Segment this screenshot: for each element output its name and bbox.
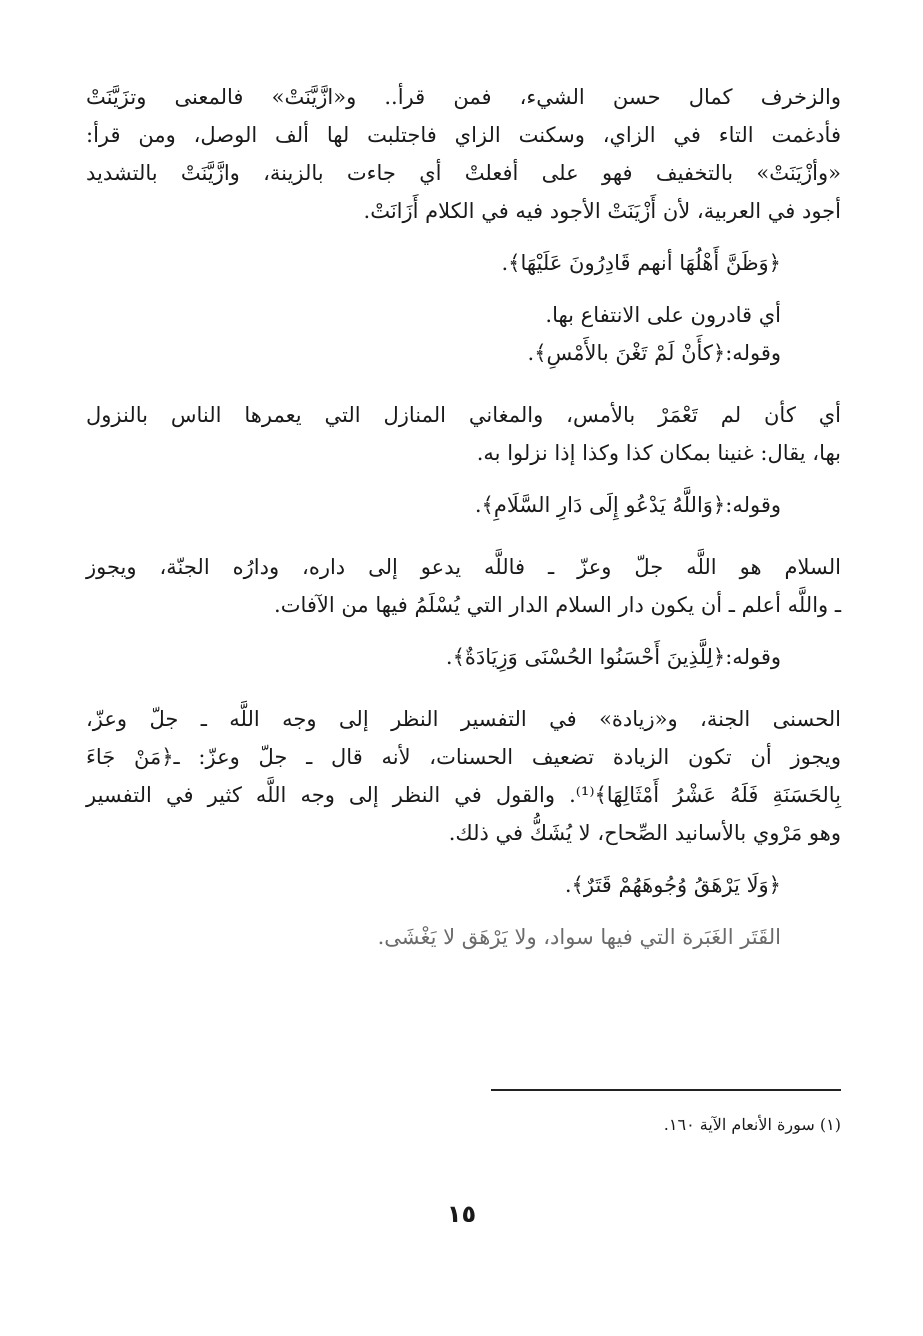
paragraph-bil-ams xyxy=(86,396,841,472)
quran-verse: ﴿وَلَا يَرْهَقُ وُجُوهَهُمْ قَتَرٌ﴾. xyxy=(564,873,781,897)
paragraph-husna xyxy=(86,700,841,852)
text-line: الحسنى الجنة، و«زيادة» في التفسير النظر إلى وجه اللَّه ـ جلّ وعزّ، xyxy=(86,707,841,731)
text-line: والزخرف كمال حسن الشيء، فمن قرأ.. و«ازَّيَّنَتْ» فالمعنى وتزَيَّنَتْ xyxy=(86,85,841,109)
text-line: فأدغمت التاء في الزاي، وسكنت الزاي فاجتلبت لها ألف الوصل، ومن قرأ: xyxy=(86,123,841,147)
quran-verse: وقوله:﴿كأَنْ لَمْ تَغْنَ بالأَمْسِ﴾. xyxy=(527,341,781,365)
text-line: بِالحَسَنَةِ فَلَهُ عَشْرُ أَمْثَالِهَا﴾⁽¹⁾. والقول في النظر إلى وجه اللَّه كثير في التفسير xyxy=(86,783,841,807)
text-line: السلام هو اللَّه جلّ وعزّ ـ فاللَّه يدعو إلى داره، ودارُه الجنّة، ويجوز xyxy=(86,555,841,579)
page-number: ١٥ xyxy=(446,1200,477,1228)
quran-verse: وقوله:﴿وَاللَّهُ يَدْعُو إِلَى دَارِ السَّلَامِ﴾. xyxy=(474,493,781,517)
text-line: أي قادرون على الانتفاع بها. xyxy=(545,303,781,327)
paragraph-zukhruf xyxy=(86,78,841,230)
footnote: (١) سورة الأنعام الآية ١٦٠. xyxy=(663,1115,841,1134)
text-line: ويجوز أن تكون الزيادة تضعيف الحسنات، لأنه قال ـ جلّ وعزّ: ـ﴿مَنْ جَاءَ xyxy=(86,745,841,769)
text-line: أجود في العربية، لأن أَزْيَنَتْ الأجود فيه في الكلام أَزَانَتْ. xyxy=(363,199,841,223)
text-line: القَتَر الغَبَرة التي فيها سواد، ولا يَرْهَق لا يَغْشَى. xyxy=(377,925,781,949)
quran-verse: وقوله:﴿لِلَّذِينَ أَحْسَنُوا الحُسْنَى وَزِيَادَةٌ﴾. xyxy=(445,645,781,669)
footnote-divider xyxy=(491,1089,841,1091)
text-line: أي كأن لم تَعْمَرْ بالأمس، والمغاني المنازل التي يعمرها الناس بالنزول xyxy=(86,403,841,427)
paragraph-salam xyxy=(86,548,841,624)
text-line: ـ واللَّه أعلم ـ أن يكون دار السلام الدار التي يُسْلَمُ فيها من الآفات. xyxy=(274,593,841,617)
text-line: «وأزْيَنَتْ» بالتخفيف فهو على أفعلتْ أي جاءت بالزينة، وازَّيَّنَتْ بالتشديد xyxy=(86,161,841,185)
text-line: بها، يقال: غنينا بمكان كذا وكذا إذا نزلوا به. xyxy=(476,441,841,465)
quran-verse: ﴿وَظَنَّ أَهْلُهَا أنهم قَادِرُونَ عَلَيْهَا﴾. xyxy=(501,251,781,275)
text-line: وهو مَرْوي بالأسانيد الصِّحاح، لا يُشَكُّ في ذلك. xyxy=(448,821,841,845)
